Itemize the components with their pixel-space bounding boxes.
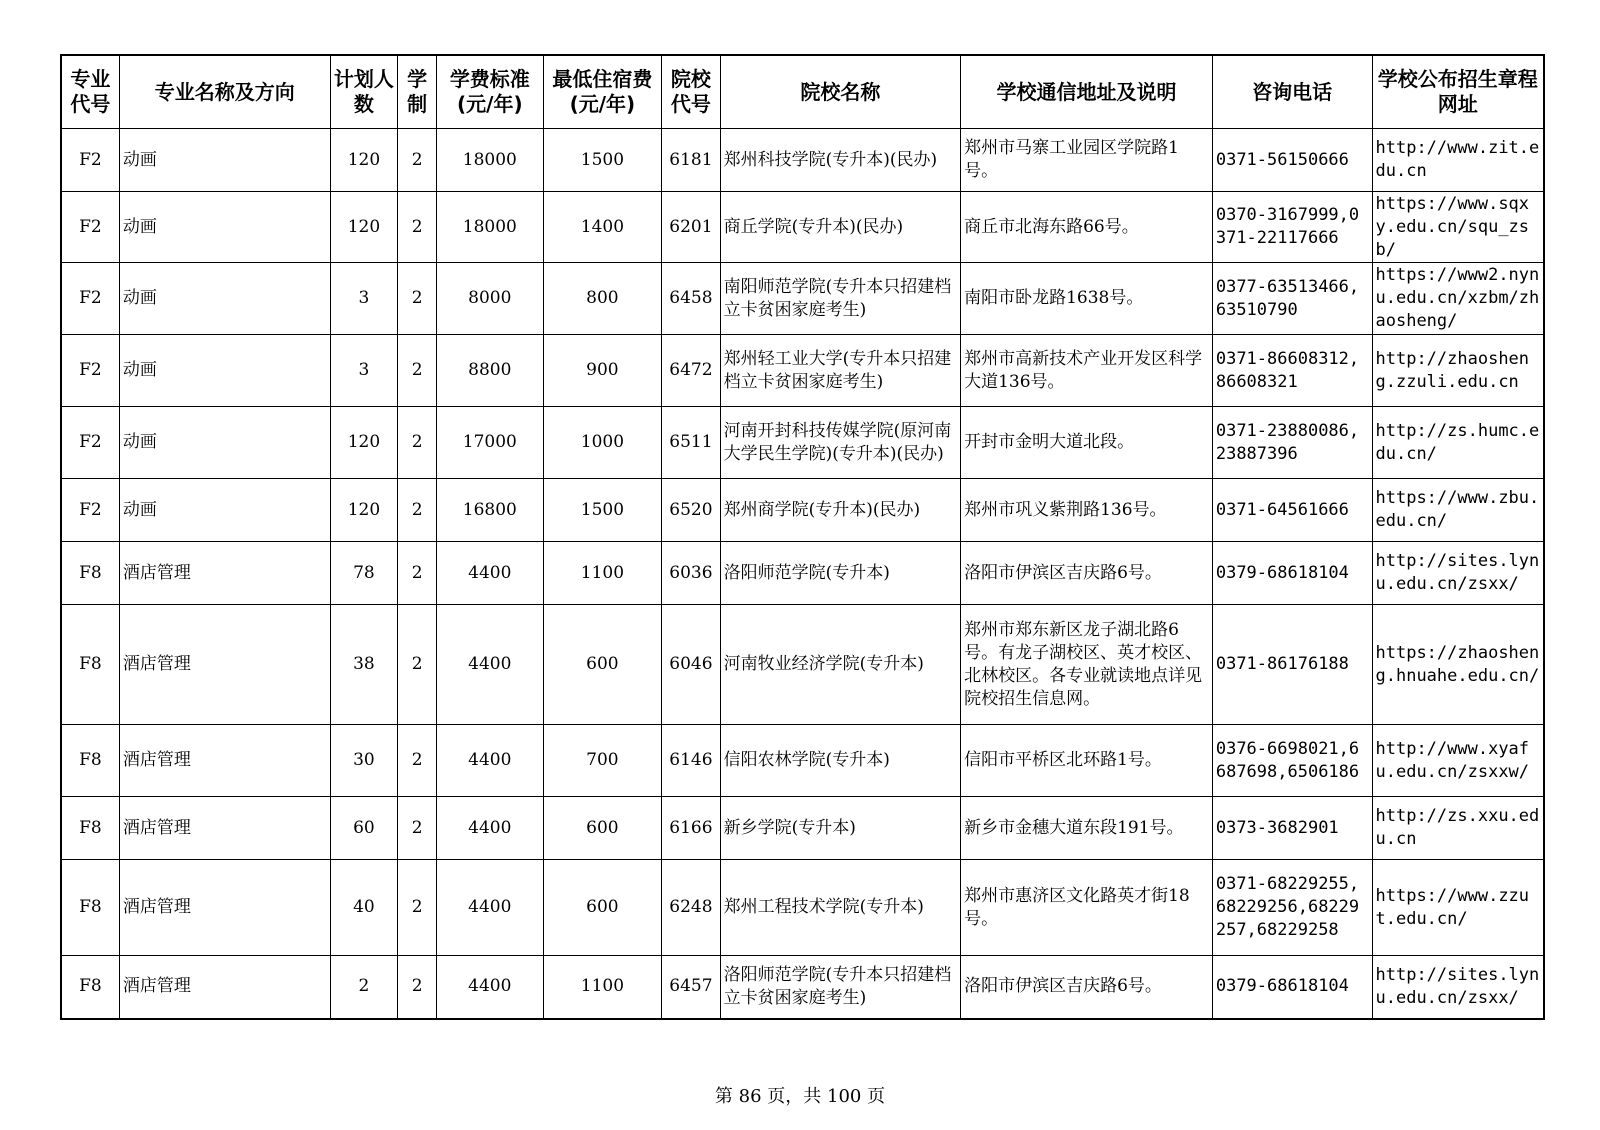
cell-plan-count: 120	[330, 407, 398, 479]
cell-address: 郑州市马寨工业园区学院路1号。	[961, 129, 1213, 192]
table-body	[61, 129, 1544, 1019]
cell-address: 郑州市巩义紫荆路136号。	[961, 479, 1213, 542]
cell-major-name: 动画	[119, 335, 330, 407]
cell-school-code: 6520	[662, 479, 720, 542]
cell-url[interactable]: https://www.zzut.edu.cn/	[1372, 860, 1544, 956]
cell-tuition: 4400	[437, 542, 543, 605]
cell-major-name: 酒店管理	[119, 605, 330, 725]
cell-tuition: 18000	[437, 192, 543, 263]
cell-major-code: F8	[61, 542, 119, 605]
table-row	[61, 956, 1544, 1019]
cell-plan-count: 2	[330, 956, 398, 1019]
cell-major-name: 酒店管理	[119, 797, 330, 860]
cell-school-name: 新乡学院(专升本)	[720, 797, 961, 860]
cell-url[interactable]: https://www.sqxy.edu.cn/squ_zsb/	[1372, 192, 1544, 263]
cell-tuition: 4400	[437, 797, 543, 860]
cell-dorm-fee: 600	[543, 605, 662, 725]
cell-address: 洛阳市伊滨区吉庆路6号。	[961, 956, 1213, 1019]
cell-phone: 0379-68618104	[1212, 956, 1372, 1019]
cell-tuition: 17000	[437, 407, 543, 479]
cell-years: 2	[398, 479, 437, 542]
cell-school-code: 6146	[662, 725, 720, 797]
header-tuition: 学费标准(元/年)	[437, 55, 543, 129]
cell-dorm-fee: 800	[543, 263, 662, 335]
header-phone: 咨询电话	[1212, 55, 1372, 129]
cell-plan-count: 60	[330, 797, 398, 860]
cell-school-code: 6046	[662, 605, 720, 725]
cell-phone: 0379-68618104	[1212, 542, 1372, 605]
cell-major-name: 酒店管理	[119, 542, 330, 605]
cell-major-code: F8	[61, 797, 119, 860]
cell-years: 2	[398, 407, 437, 479]
cell-plan-count: 40	[330, 860, 398, 956]
cell-major-code: F8	[61, 725, 119, 797]
cell-major-code: F8	[61, 605, 119, 725]
cell-plan-count: 120	[330, 192, 398, 263]
table-row	[61, 335, 1544, 407]
cell-tuition: 16800	[437, 479, 543, 542]
cell-url[interactable]: http://sites.lynu.edu.cn/zsxx/	[1372, 956, 1544, 1019]
cell-major-name: 动画	[119, 479, 330, 542]
cell-school-name: 郑州科技学院(专升本)(民办)	[720, 129, 961, 192]
table-row	[61, 479, 1544, 542]
cell-phone: 0371-86176188	[1212, 605, 1372, 725]
cell-years: 2	[398, 725, 437, 797]
cell-major-code: F2	[61, 335, 119, 407]
cell-dorm-fee: 700	[543, 725, 662, 797]
cell-dorm-fee: 1000	[543, 407, 662, 479]
cell-tuition: 4400	[437, 725, 543, 797]
page-footer: 第 86 页，共 100 页	[714, 1086, 886, 1107]
cell-url[interactable]: http://zs.xxu.edu.cn	[1372, 797, 1544, 860]
header-plan: 计划人数	[330, 55, 398, 129]
cell-tuition: 18000	[437, 129, 543, 192]
cell-url[interactable]: http://zhaosheng.zzuli.edu.cn	[1372, 335, 1544, 407]
table-row	[61, 605, 1544, 725]
cell-years: 2	[398, 542, 437, 605]
cell-url[interactable]: https://zhaosheng.hnuahe.edu.cn/	[1372, 605, 1544, 725]
cell-plan-count: 3	[330, 263, 398, 335]
cell-dorm-fee: 1500	[543, 129, 662, 192]
cell-tuition: 8000	[437, 263, 543, 335]
cell-major-code: F2	[61, 192, 119, 263]
cell-plan-count: 3	[330, 335, 398, 407]
cell-years: 2	[398, 956, 437, 1019]
cell-years: 2	[398, 860, 437, 956]
cell-address: 郑州市高新技术产业开发区科学大道136号。	[961, 335, 1213, 407]
cell-address: 洛阳市伊滨区吉庆路6号。	[961, 542, 1213, 605]
cell-plan-count: 30	[330, 725, 398, 797]
cell-school-name: 洛阳师范学院(专升本只招建档立卡贫困家庭考生)	[720, 956, 961, 1019]
cell-major-code: F8	[61, 860, 119, 956]
header-dorm: 最低住宿费(元/年)	[543, 55, 662, 129]
cell-url[interactable]: https://www.zbu.edu.cn/	[1372, 479, 1544, 542]
table-row	[61, 129, 1544, 192]
cell-major-name: 酒店管理	[119, 725, 330, 797]
cell-url[interactable]: http://www.xyafu.edu.cn/zsxxw/	[1372, 725, 1544, 797]
cell-plan-count: 120	[330, 479, 398, 542]
cell-phone: 0377-63513466,63510790	[1212, 263, 1372, 335]
cell-address: 南阳市卧龙路1638号。	[961, 263, 1213, 335]
cell-years: 2	[398, 605, 437, 725]
cell-school-name: 郑州商学院(专升本)(民办)	[720, 479, 961, 542]
cell-address: 开封市金明大道北段。	[961, 407, 1213, 479]
cell-address: 郑州市惠济区文化路英才街18号。	[961, 860, 1213, 956]
cell-school-code: 6458	[662, 263, 720, 335]
table-row	[61, 542, 1544, 605]
cell-url[interactable]: http://sites.lynu.edu.cn/zsxx/	[1372, 542, 1544, 605]
cell-school-code: 6036	[662, 542, 720, 605]
cell-school-code: 6248	[662, 860, 720, 956]
cell-school-name: 商丘学院(专升本)(民办)	[720, 192, 961, 263]
table-row	[61, 192, 1544, 263]
table-row	[61, 797, 1544, 860]
cell-address: 商丘市北海东路66号。	[961, 192, 1213, 263]
cell-major-name: 动画	[119, 129, 330, 192]
cell-years: 2	[398, 797, 437, 860]
cell-school-code: 6201	[662, 192, 720, 263]
cell-phone: 0371-86608312,86608321	[1212, 335, 1372, 407]
cell-school-name: 郑州轻工业大学(专升本只招建档立卡贫困家庭考生)	[720, 335, 961, 407]
cell-major-name: 动画	[119, 407, 330, 479]
cell-school-name: 信阳农林学院(专升本)	[720, 725, 961, 797]
cell-dorm-fee: 900	[543, 335, 662, 407]
table-row	[61, 407, 1544, 479]
cell-major-name: 酒店管理	[119, 956, 330, 1019]
cell-tuition: 4400	[437, 956, 543, 1019]
table-row	[61, 263, 1544, 335]
cell-major-code: F8	[61, 956, 119, 1019]
cell-major-code: F2	[61, 263, 119, 335]
cell-plan-count: 120	[330, 129, 398, 192]
cell-phone: 0376-6698021,6687698,6506186	[1212, 725, 1372, 797]
cell-school-code: 6181	[662, 129, 720, 192]
cell-major-code: F2	[61, 407, 119, 479]
cell-phone: 0371-64561666	[1212, 479, 1372, 542]
cell-phone: 0371-56150666	[1212, 129, 1372, 192]
cell-school-name: 河南开封科技传媒学院(原河南大学民生学院)(专升本)(民办)	[720, 407, 961, 479]
cell-address: 新乡市金穗大道东段191号。	[961, 797, 1213, 860]
cell-phone: 0370-3167999,0371-22117666	[1212, 192, 1372, 263]
cell-phone: 0371-68229255,68229256,68229257,68229258	[1212, 860, 1372, 956]
cell-dorm-fee: 1500	[543, 479, 662, 542]
cell-major-name: 酒店管理	[119, 860, 330, 956]
cell-school-code: 6457	[662, 956, 720, 1019]
header-major: 专业名称及方向	[119, 55, 330, 129]
cell-address: 信阳市平桥区北环路1号。	[961, 725, 1213, 797]
cell-dorm-fee: 600	[543, 797, 662, 860]
cell-years: 2	[398, 335, 437, 407]
cell-major-name: 动画	[119, 263, 330, 335]
cell-major-name: 动画	[119, 192, 330, 263]
cell-tuition: 4400	[437, 605, 543, 725]
cell-dorm-fee: 1100	[543, 956, 662, 1019]
table-row	[61, 725, 1544, 797]
cell-major-code: F2	[61, 129, 119, 192]
cell-school-code: 6511	[662, 407, 720, 479]
cell-dorm-fee: 1100	[543, 542, 662, 605]
header-address: 学校通信地址及说明	[961, 55, 1213, 129]
header-years: 学制	[398, 55, 437, 129]
cell-phone: 0371-23880086,23887396	[1212, 407, 1372, 479]
cell-major-code: F2	[61, 479, 119, 542]
cell-url[interactable]: https://www2.nynu.edu.cn/xzbm/zhaosheng/	[1372, 263, 1544, 335]
cell-url[interactable]: http://zs.humc.edu.cn/	[1372, 407, 1544, 479]
header-url: 学校公布招生章程网址	[1372, 55, 1544, 129]
header-school-code: 院校代号	[662, 55, 720, 129]
cell-tuition: 8800	[437, 335, 543, 407]
table-row	[61, 860, 1544, 956]
cell-phone: 0373-3682901	[1212, 797, 1372, 860]
cell-school-name: 河南牧业经济学院(专升本)	[720, 605, 961, 725]
cell-years: 2	[398, 129, 437, 192]
cell-school-name: 洛阳师范学院(专升本)	[720, 542, 961, 605]
cell-tuition: 4400	[437, 860, 543, 956]
cell-dorm-fee: 600	[543, 860, 662, 956]
cell-years: 2	[398, 192, 437, 263]
cell-school-code: 6472	[662, 335, 720, 407]
cell-years: 2	[398, 263, 437, 335]
admissions-table	[60, 54, 1545, 1020]
header-row	[61, 55, 1544, 129]
cell-school-name: 郑州工程技术学院(专升本)	[720, 860, 961, 956]
header-code: 专业代号	[61, 55, 119, 129]
cell-school-name: 南阳师范学院(专升本只招建档立卡贫困家庭考生)	[720, 263, 961, 335]
cell-url[interactable]: http://www.zit.edu.cn	[1372, 129, 1544, 192]
cell-dorm-fee: 1400	[543, 192, 662, 263]
header-school-name: 院校名称	[720, 55, 961, 129]
cell-plan-count: 78	[330, 542, 398, 605]
cell-school-code: 6166	[662, 797, 720, 860]
cell-address: 郑州市郑东新区龙子湖北路6号。有龙子湖校区、英才校区、北林校区。各专业就读地点详见院校招生信息网。	[961, 605, 1213, 725]
cell-plan-count: 38	[330, 605, 398, 725]
